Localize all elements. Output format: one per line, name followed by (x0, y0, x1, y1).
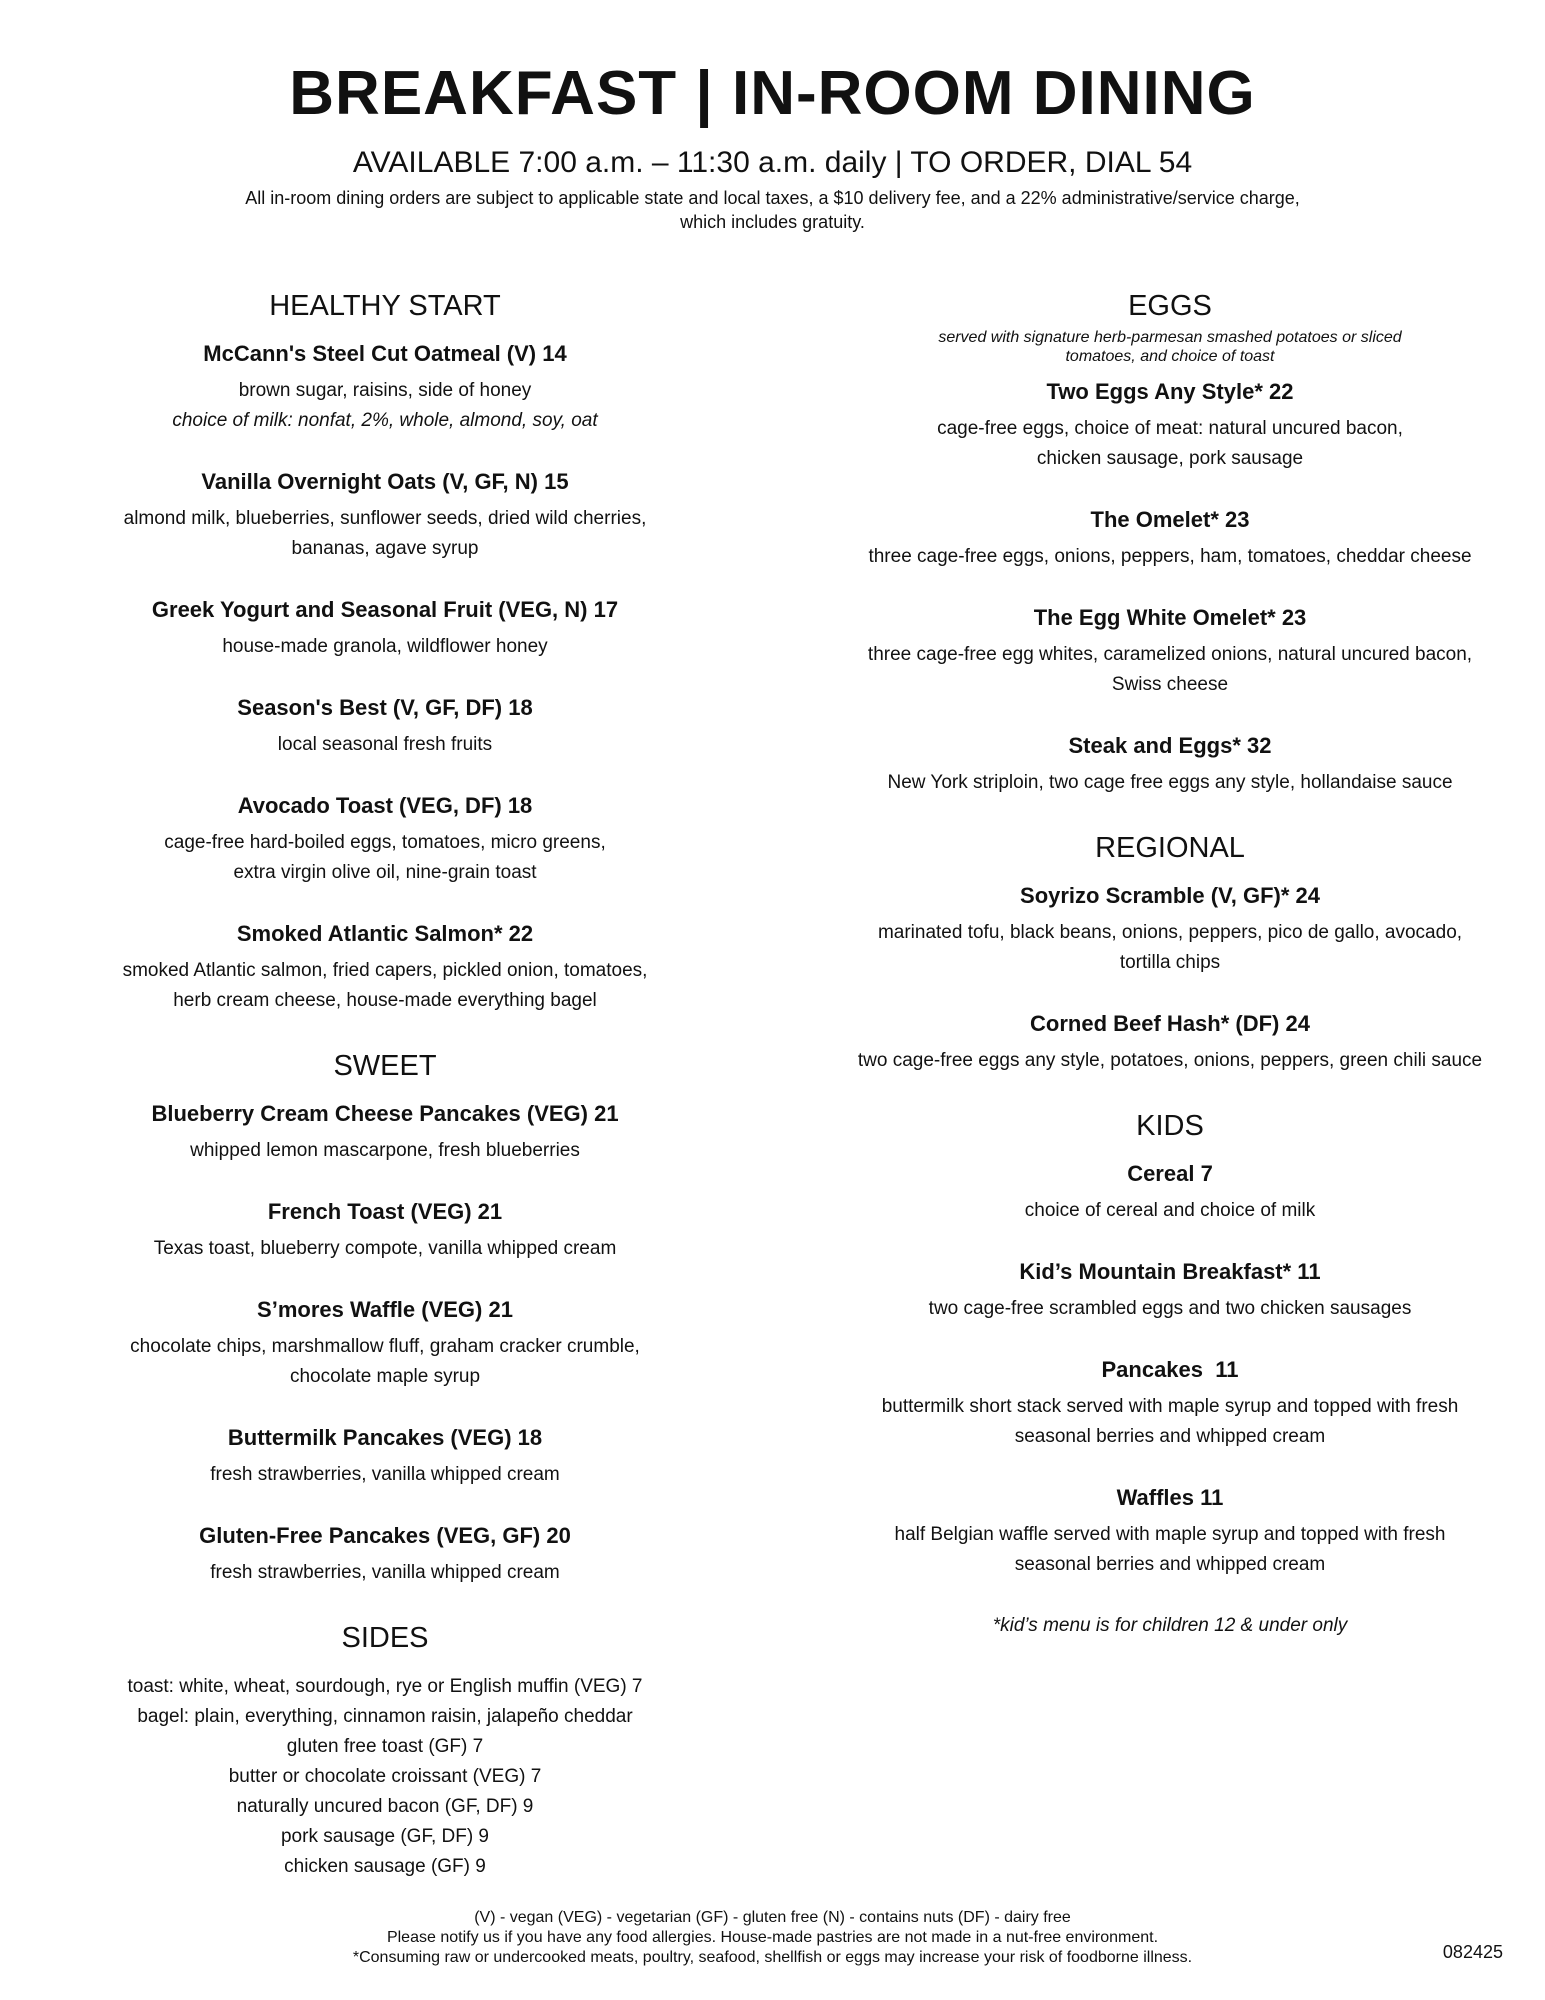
menu-code: 082425 (1442, 1942, 1503, 1962)
footer-disclaimer (200, 1908, 1345, 1968)
menu-item (60, 596, 710, 662)
description-line: local seasonal fresh fruits (277, 734, 493, 755)
menu-item-description (820, 768, 1520, 798)
menu-item-name: Corned Beef Hash* (DF) 24 (1030, 1011, 1310, 1036)
menu-item-name: The Omelet* 23 (1090, 507, 1250, 532)
menu-item (60, 792, 710, 888)
menu-item-name: Smoked Atlantic Salmon* 22 (236, 921, 534, 946)
section-title-regional: REGIONAL (1095, 832, 1245, 864)
menu-item-name: Vanilla Overnight Oats (V, GF, N) 15 (201, 469, 569, 494)
menu-item (820, 882, 1520, 978)
service-notice-line: All in-room dining orders are subject to applicable state and local taxes, a $10 delivery fee, and a 22% administrative/service charge, (245, 188, 1300, 208)
description-line: cage-free eggs, choice of meat: natural uncured bacon, (937, 418, 1403, 439)
description-line: herb cream cheese, house-made everything bagel (173, 990, 597, 1011)
menu-item-description (820, 918, 1520, 978)
menu-item (60, 1424, 710, 1490)
menu-item (820, 378, 1520, 474)
description-line: three cage-free egg whites, caramelized onions, natural uncured bacon, (867, 644, 1473, 665)
description-line: brown sugar, raisins, side of honey (238, 380, 532, 401)
menu-item-name: Season's Best (V, GF, DF) 18 (237, 695, 533, 720)
description-line: seasonal berries and whipped cream (1014, 1426, 1326, 1447)
menu-item-name: French Toast (VEG) 21 (267, 1199, 503, 1224)
menu-item-description (820, 1046, 1520, 1076)
section-title-kids: KIDS (1136, 1110, 1204, 1142)
description-line: buttermilk short stack served with maple syrup and topped with fresh (881, 1396, 1459, 1417)
section-title-sweet: SWEET (333, 1050, 437, 1082)
section-title-healthy-start: HEALTHY START (269, 290, 501, 322)
list-item: toast: white, wheat, sourdough, rye or English muffin (VEG) 7 (127, 1676, 643, 1697)
menu-item (820, 506, 1520, 572)
list-item: chicken sausage (GF) 9 (284, 1856, 486, 1877)
allergy-notice: Please notify us if you have any food allergies. House-made pastries are not made in a nut-free environment. (386, 1929, 1159, 1946)
sides-list (60, 1672, 710, 1882)
description-line: cage-free hard-boiled eggs, tomatoes, micro greens, (164, 832, 606, 853)
description-line: fresh strawberries, vanilla whipped cream (210, 1464, 560, 1485)
list-item: gluten free toast (GF) 7 (286, 1736, 484, 1757)
eggs-note (890, 328, 1450, 366)
menu-item (820, 732, 1520, 798)
menu-item (60, 468, 710, 564)
list-item: naturally uncured bacon (GF, DF) 9 (236, 1796, 534, 1817)
menu-item-description (60, 1234, 710, 1264)
menu-item (820, 604, 1520, 700)
menu-item-name: Gluten-Free Pancakes (VEG, GF) 20 (199, 1523, 571, 1548)
description-line: smoked Atlantic salmon, fried capers, pickled onion, tomatoes, (122, 960, 648, 981)
menu-item (820, 1010, 1520, 1076)
description-line: chicken sausage, pork sausage (1036, 448, 1304, 469)
menu-item-name: Cereal 7 (1127, 1161, 1213, 1186)
eggs-note-line: served with signature herb-parmesan smashed potatoes or sliced (938, 329, 1402, 346)
menu-item-name: Two Eggs Any Style* 22 (1046, 379, 1294, 404)
description-line: two cage-free scrambled eggs and two chicken sausages (928, 1298, 1412, 1319)
menu-item-name: Buttermilk Pancakes (VEG) 18 (227, 1425, 543, 1450)
description-line: Swiss cheese (1111, 674, 1229, 695)
menu-item (60, 1522, 710, 1588)
description-line: seasonal berries and whipped cream (1014, 1554, 1326, 1575)
description-line: choice of cereal and choice of milk (1024, 1200, 1316, 1221)
menu-item-description (60, 376, 710, 436)
description-line: half Belgian waffle served with maple syrup and topped with fresh (894, 1524, 1446, 1545)
menu-item-name: Blueberry Cream Cheese Pancakes (VEG) 21 (151, 1101, 619, 1126)
menu-item-description (60, 632, 710, 662)
kids-menu-note: *kid’s menu is for children 12 & under only (992, 1615, 1348, 1636)
menu-item-description (60, 730, 710, 760)
list-item: bagel: plain, everything, cinnamon raisin, jalapeño cheddar (137, 1706, 633, 1727)
menu-item-description (60, 504, 710, 564)
description-line: chocolate chips, marshmallow fluff, graham cracker crumble, (130, 1336, 640, 1357)
foodborne-warning: *Consuming raw or undercooked meats, poultry, seafood, shellfish or eggs may increase your risk of foodborne illness. (352, 1949, 1193, 1966)
description-line: extra virgin olive oil, nine-grain toast (233, 862, 537, 883)
menu-item (60, 694, 710, 760)
description-line: three cage-free eggs, onions, peppers, ham, tomatoes, cheddar cheese (868, 546, 1472, 567)
description-line: Texas toast, blueberry compote, vanilla whipped cream (153, 1238, 617, 1259)
menu-item-name: Soyrizo Scramble (V, GF)* 24 (1020, 883, 1320, 908)
menu-item-description (60, 1558, 710, 1588)
description-line: New York striploin, two cage free eggs any style, hollandaise sauce (887, 772, 1453, 793)
right-column (820, 288, 1520, 1640)
menu-item (60, 1100, 710, 1166)
description-line: tortilla chips (1119, 952, 1221, 973)
menu-item-description (820, 640, 1520, 700)
menu-item-description (60, 828, 710, 888)
menu-item-description (60, 956, 710, 1016)
description-line: fresh strawberries, vanilla whipped cream (210, 1562, 560, 1583)
list-item: butter or chocolate croissant (VEG) 7 (228, 1766, 542, 1787)
service-notice-line: which includes gratuity. (680, 212, 865, 232)
menu-item-name: Avocado Toast (VEG, DF) 18 (237, 793, 533, 818)
left-column (60, 288, 710, 1882)
description-line: house-made granola, wildflower honey (222, 636, 548, 657)
menu-item (820, 1484, 1520, 1580)
menu-item-description (820, 414, 1520, 474)
menu-item (60, 920, 710, 1016)
description-line: bananas, agave syrup (291, 538, 479, 559)
section-title-sides: SIDES (341, 1622, 429, 1654)
menu-item-name: Greek Yogurt and Seasonal Fruit (VEG, N) 17 (151, 597, 619, 622)
description-line: almond milk, blueberries, sunflower seeds, dried wild cherries, (123, 508, 647, 529)
menu-item-name: Pancakes 11 (1101, 1357, 1239, 1382)
menu-item (820, 1258, 1520, 1324)
menu-item-description (60, 1136, 710, 1166)
menu-item-description (820, 1196, 1520, 1226)
menu-item (60, 340, 710, 436)
menu-item-description (820, 542, 1520, 572)
menu-item (820, 1356, 1520, 1452)
description-line: two cage-free eggs any style, potatoes, onions, peppers, green chili sauce (857, 1050, 1483, 1071)
description-line: chocolate maple syrup (289, 1366, 481, 1387)
list-item: pork sausage (GF, DF) 9 (280, 1826, 490, 1847)
menu-item-name: Kid’s Mountain Breakfast* 11 (1019, 1259, 1321, 1284)
section-title-eggs: EGGS (1128, 290, 1212, 322)
menu-item (60, 1198, 710, 1264)
menu-item (820, 1160, 1520, 1226)
menu-item-description (60, 1460, 710, 1490)
menu-item-name: McCann's Steel Cut Oatmeal (V) 14 (203, 341, 567, 366)
menu-item-description (820, 1392, 1520, 1452)
availability-line: AVAILABLE 7:00 a.m. – 11:30 a.m. daily | TO ORDER, DIAL 54 (352, 146, 1193, 179)
description-line: whipped lemon mascarpone, fresh blueberries (190, 1140, 580, 1161)
eggs-note-line: tomatoes, and choice of toast (1065, 348, 1275, 365)
menu-item-description (820, 1294, 1520, 1324)
menu-item-name: Waffles 11 (1116, 1485, 1224, 1510)
menu-item-description (820, 1520, 1520, 1580)
menu-item-description (60, 1332, 710, 1392)
page-title: BREAKFAST | IN-ROOM DINING (289, 59, 1256, 128)
service-notice (150, 186, 1395, 234)
description-line: choice of milk: nonfat, 2%, whole, almond, soy, oat (172, 410, 598, 431)
menu-item (60, 1296, 710, 1392)
menu-item-name: S’mores Waffle (VEG) 21 (257, 1297, 513, 1322)
menu-item-name: The Egg White Omelet* 23 (1033, 605, 1307, 630)
description-line: marinated tofu, black beans, onions, peppers, pico de gallo, avocado, (877, 922, 1463, 943)
dietary-legend: (V) - vegan (VEG) - vegetarian (GF) - gluten free (N) - contains nuts (DF) - dairy free (474, 1909, 1071, 1926)
menu-item-name: Steak and Eggs* 32 (1068, 733, 1272, 758)
